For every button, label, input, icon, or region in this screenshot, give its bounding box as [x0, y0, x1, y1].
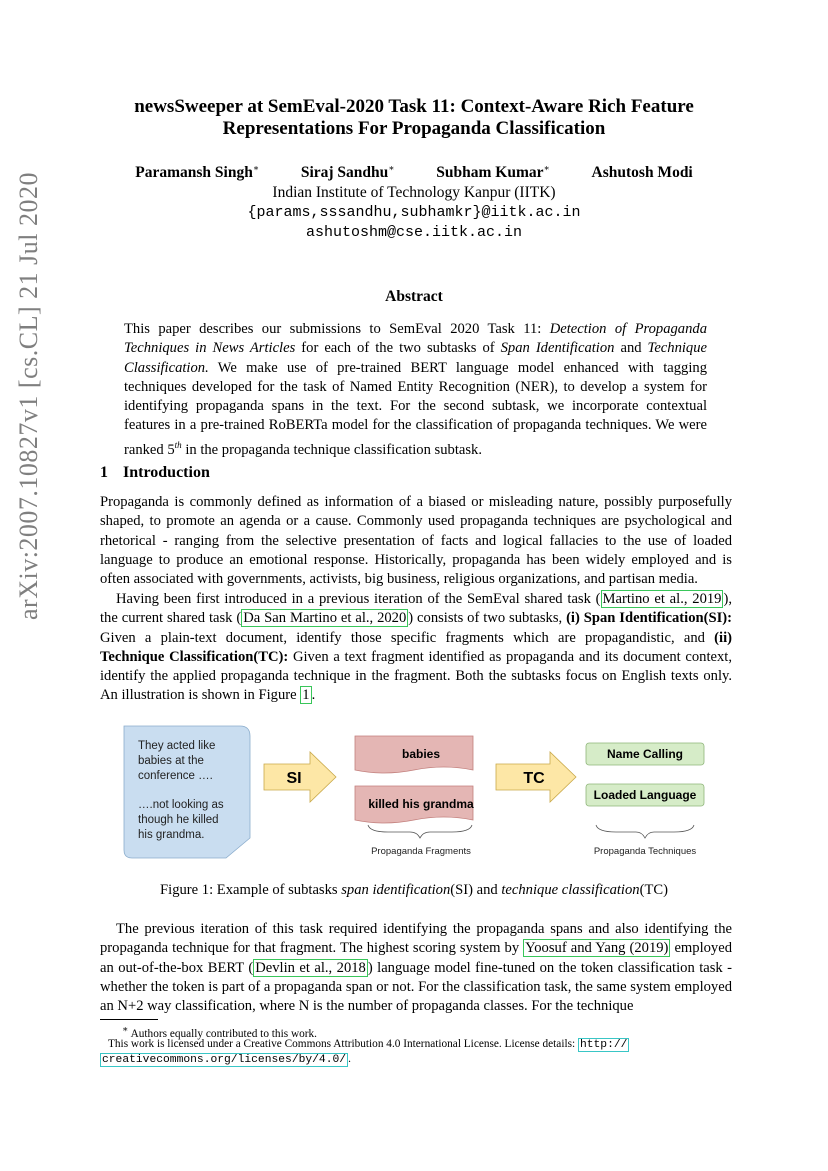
si-label: SI [286, 770, 302, 787]
figure-1 [118, 722, 718, 862]
footnote-2: This work is licensed under a Creative Commons Attribution 4.0 International License. License details: http:// creativecommons.org/licenses/by/4.0/ . [102, 1038, 628, 1066]
intro-paragraph-1: Propaganda is commonly defined as information of a biased or misleading nature, possibly purposefully shaped, to promote an agenda or a cause. Commonly used propaganda techniques are psychological and rhetorical - ranging from the selective presentation of facts and logical fallacies to the use of loaded language to produce an emotional response. Historically, propaganda has been widely employed and is often associated with governments, activists, big business, religious organizations, and partisan media. [100, 494, 732, 588]
section-title: Introduction [123, 464, 210, 481]
intro-paragraph-2: Having been first introduced in a previous iteration of the SemEval shared task ( Martino et al., 2019 ), the current shared task ( Da San Martino et al., 2020 ) consists of two subtasks, (i) Span Identification(SI): Given a plain-text document, identify those specific fragments which are propagandistic, and (ii) Technique Classification(TC): Given a text fragment identified as propaganda and its document context, identify the applied propaganda technique in the fragment. Both the subtasks focus on English texts only. An illustration is shown in Figure 1 . [100, 591, 733, 704]
fragment-2: killed his grandma [368, 797, 474, 811]
technique-2: Loaded Language [593, 788, 697, 802]
footnote-1: ∗ Authors equally contributed to this work. [122, 1025, 317, 1040]
arxiv-stamp: arXiv:2007.10827v1 [cs.CL] 21 Jul 2020 [14, 172, 43, 620]
tc-label: TC [523, 770, 545, 787]
author-list [100, 163, 728, 182]
section-heading [100, 464, 210, 482]
citation-link[interactable]: Da San Martino et al., 2020 [243, 610, 407, 627]
citation-link[interactable]: Yoosuf and Yang (2019) [525, 940, 669, 957]
figure-caption: Figure 1: Example of subtasks span identification(SI) and technique classification(TC) [160, 882, 668, 898]
paper-title [100, 96, 728, 140]
technique-1: Name Calling [606, 747, 684, 761]
techniques-brace [596, 825, 694, 838]
abstract-text: This paper describes our submissions to SemEval 2020 Task 11: Detection of Propaganda Techniques in News Articles for each of the two subtasks of Span Identification and Technique Classification. We make use of pre-trained BERT language model enhanced with tagging techniques developed for the task of Named Entity Recognition (NER), to develop a system for identifying propaganda spans in the text. For the second subtask, we incorporate contextual features in a pre-trained RoBERTa model for the classification of propaganda techniques. We were ranked 5th in the propaganda technique classification subtask. [124, 321, 707, 458]
email-line-2[interactable]: ashutoshm@cse.iitk.ac.in [305, 224, 523, 241]
author-3: Subham Kumar∗ [436, 163, 550, 182]
citation-link[interactable]: Martino et al., 2019 [602, 591, 722, 607]
techniques-label: Propaganda Techniques [593, 846, 697, 857]
fragments-brace [368, 825, 472, 838]
citation-link[interactable]: Devlin et al., 2018 [255, 959, 366, 976]
author-4: Ashutosh Modi [591, 164, 693, 182]
author-2: Siraj Sandhu∗ [300, 163, 395, 182]
title-line-2: Representations For Propaganda Classification [222, 118, 606, 139]
fragment-1: babies [401, 747, 441, 761]
title-line-1: newsSweeper at SemEval-2020 Task 11: Context-Aware Rich Feature [134, 96, 694, 117]
email-line-1[interactable]: {params,sssandhu,subhamkr}@iitk.ac.in [247, 204, 581, 221]
figure-ref-link[interactable]: 1 [302, 687, 310, 704]
section-number: 1 [100, 464, 108, 481]
license-link[interactable]: creativecommons.org/licenses/by/4.0/ [102, 1054, 347, 1066]
license-link[interactable]: http:// [579, 1039, 628, 1051]
abstract-heading: Abstract [385, 288, 443, 305]
document-text: They acted like babies at the conference …. ….not looking as though he killed his grandma. [138, 740, 224, 841]
fragments-label: Propaganda Fragments [371, 846, 471, 857]
paragraph-3: The previous iteration of this task required identifying the propaganda spans and also identifying the propaganda technique for that fragment. The highest scoring system by Yoosuf and Yang (2019) employed an out-of-the-box BERT ( Devlin et al., 2018 ) language model fine-tuned on the token classification task - whether the token is part of a propaganda span or not. For the classification task, the same system employed an N+2 way classification, where N is the number of propaganda classes. For the technique [100, 921, 733, 1015]
author-1: Paramansh Singh∗ [135, 163, 259, 182]
footnote-rule [100, 1019, 158, 1020]
affiliation: Indian Institute of Technology Kanpur (IITK) [272, 184, 556, 201]
